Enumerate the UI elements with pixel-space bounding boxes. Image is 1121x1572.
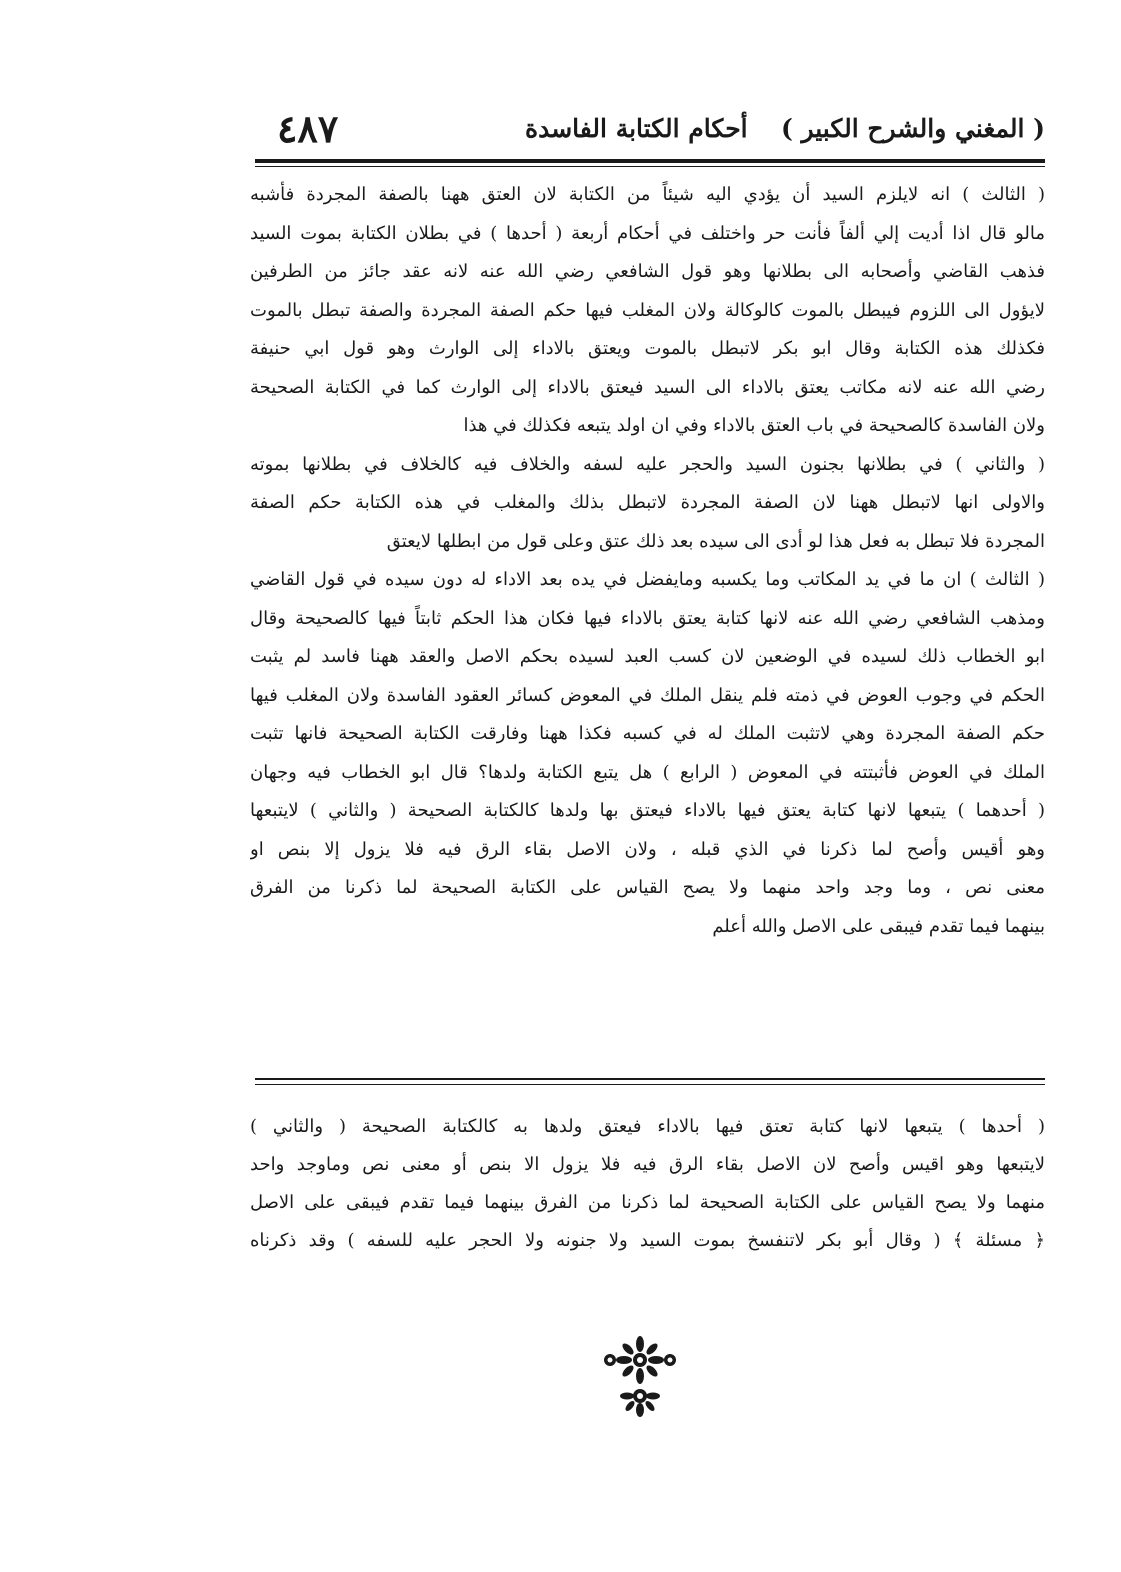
text-line: ومذهب الشافعي رضي الله عنه لانها كتابة يعتق بالاداء فيها فكان هذا الحكم ثابتاً فيها كالصحيحة وقال bbox=[250, 607, 1045, 629]
footnote-text bbox=[250, 1108, 1045, 1260]
text-line: وهو أقيس وأصح لما ذكرنا في الذي قبله ، ولان الاصل بقاء الرق فيه فلا يزول إلا بنص او bbox=[250, 838, 1045, 860]
text-line: لايؤول الى اللزوم فيبطل بالموت كالوكالة ولان المغلب فيها حكم الصفة المجردة والصفة تبطل بالموت bbox=[250, 299, 1045, 321]
text-line: والاولى انها لاتبطل ههنا لان الصفة المجردة لاتبطل بذلك والمغلب في هذه الكتابة حكم الصفة bbox=[250, 492, 1045, 513]
header-rule bbox=[255, 159, 1045, 163]
footnote-line: لايتبعها وهو اقيس وأصح لان الاصل بقاء الرق فيه فلا يزول الا بنص أو معنى نص وماوجد واحد bbox=[250, 1154, 1045, 1175]
text-line: الملك في العوض فأثبتته في المعوض ( الرابع ) هل يتبع الكتابة ولدها؟ قال ابو الخطاب فيه وجهان bbox=[250, 761, 1045, 783]
text-line: ( أحدهما ) يتبعها لانها كتابة يعتق فيها بالاداء فيعتق بها ولدها كالكتابة الصحيحة ( والثاني ) لايتبعها bbox=[250, 800, 1045, 821]
footnote-divider-thin bbox=[255, 1084, 1045, 1085]
ornament-flower bbox=[604, 1336, 676, 1417]
chapter-title: أحكام الكتابة الفاسدة bbox=[525, 114, 748, 143]
text-line: معنى نص ، وما وجد واحد منهما ولا يصح القياس على الكتابة الصحيحة لما ذكرنا من الفرق bbox=[250, 877, 1045, 898]
book-title: ( المغني والشرح الكبير ) bbox=[780, 114, 1045, 143]
text-line: ابو الخطاب ذلك لسيده في الوضعين لان كسب العبد لسيده بحكم الاصل والعقد ههنا فاسد لم يثبت bbox=[250, 646, 1045, 667]
text-line: الحكم في وجوب العوض في ذمته فلم ينقل الملك في المعوض كسائر العقود الفاسدة ولان المغلب فيها bbox=[250, 684, 1045, 706]
text-line: ( والثاني ) في بطلانها بجنون السيد والحجر عليه لسفه والخلاف فيه كالخلاف في بطلانها بموته bbox=[250, 453, 1045, 475]
footnote-line: ﴿ مسئلة ﴾ ( وقال أبو بكر لاتنفسخ بموت السيد ولا جنونه ولا الحجر عليه للسفه ) وقد ذكرناه bbox=[250, 1230, 1045, 1251]
page-number: ٤٨٧ bbox=[277, 106, 339, 151]
text-line: رضي الله عنه لانه مكاتب يعتق بالاداء الى السيد فيعتق بالاداء إلى الوارث كما في الكتابة الصحيحة bbox=[250, 376, 1045, 398]
text-line: المجردة فلا تبطل به فعل هذا لو أدى الى سيده بعد ذلك عتق وعلى قول من ابطلها لايعتق bbox=[386, 530, 1045, 552]
text-line: فكذلك هذه الكتابة وقال ابو بكر لاتبطل بالموت ويعتق بالاداء إلى الوارث وهو قول ابي حنيفة bbox=[250, 338, 1045, 359]
footnote-line: ( أحدها ) يتبعها لانها كتابة تعتق فيها بالاداء فيعتق ولدها به كالكتابة الصحيحة ( والثاني ) bbox=[250, 1116, 1045, 1137]
floral-ornament-icon bbox=[590, 1330, 690, 1420]
text-line: ولان الفاسدة كالصحيحة في باب العتق بالاداء وفي ان اولد يتبعه فكذلك في هذا bbox=[463, 415, 1045, 436]
header-rule-thin bbox=[255, 166, 1045, 167]
text-line: فذهب القاضي وأصحابه الى بطلانها وهو قول الشافعي رضي الله عنه لانه عقد جائز من الطرفين bbox=[250, 261, 1045, 282]
text-line: مالو قال اذا أديت إلي ألفاً فأنت حر واختلف في أحكام أربعة ( أحدها ) في بطلان الكتابة بموت السيد bbox=[250, 222, 1045, 244]
text-line: ( الثالث ) انه لايلزم السيد أن يؤدي اليه شيئاً من الكتابة لان العتق ههنا بالصفة المجردة فأشبه bbox=[250, 184, 1045, 205]
page-header bbox=[255, 106, 1045, 158]
main-text bbox=[250, 176, 1045, 946]
text-line: حكم الصفة المجردة وهي لاتثبت الملك له في كسبه فكذا ههنا وفارقت الكتابة الصحيحة فانها تثبت bbox=[250, 723, 1045, 744]
footnote-divider bbox=[255, 1078, 1045, 1080]
text-line: ( الثالث ) ان ما في يد المكاتب وما يكسبه ومايفضل في يده بعد الاداء له دون سيده في قول القاضي bbox=[250, 569, 1045, 590]
footnote-line: منهما ولا يصح القياس على الكتابة الصحيحة لما ذكرنا من الفرق بينهما فيما تقدم فيبقى على الاصل bbox=[250, 1192, 1045, 1213]
text-line: بينهما فيما تقدم فيبقى على الاصل والله أعلم bbox=[712, 915, 1045, 937]
